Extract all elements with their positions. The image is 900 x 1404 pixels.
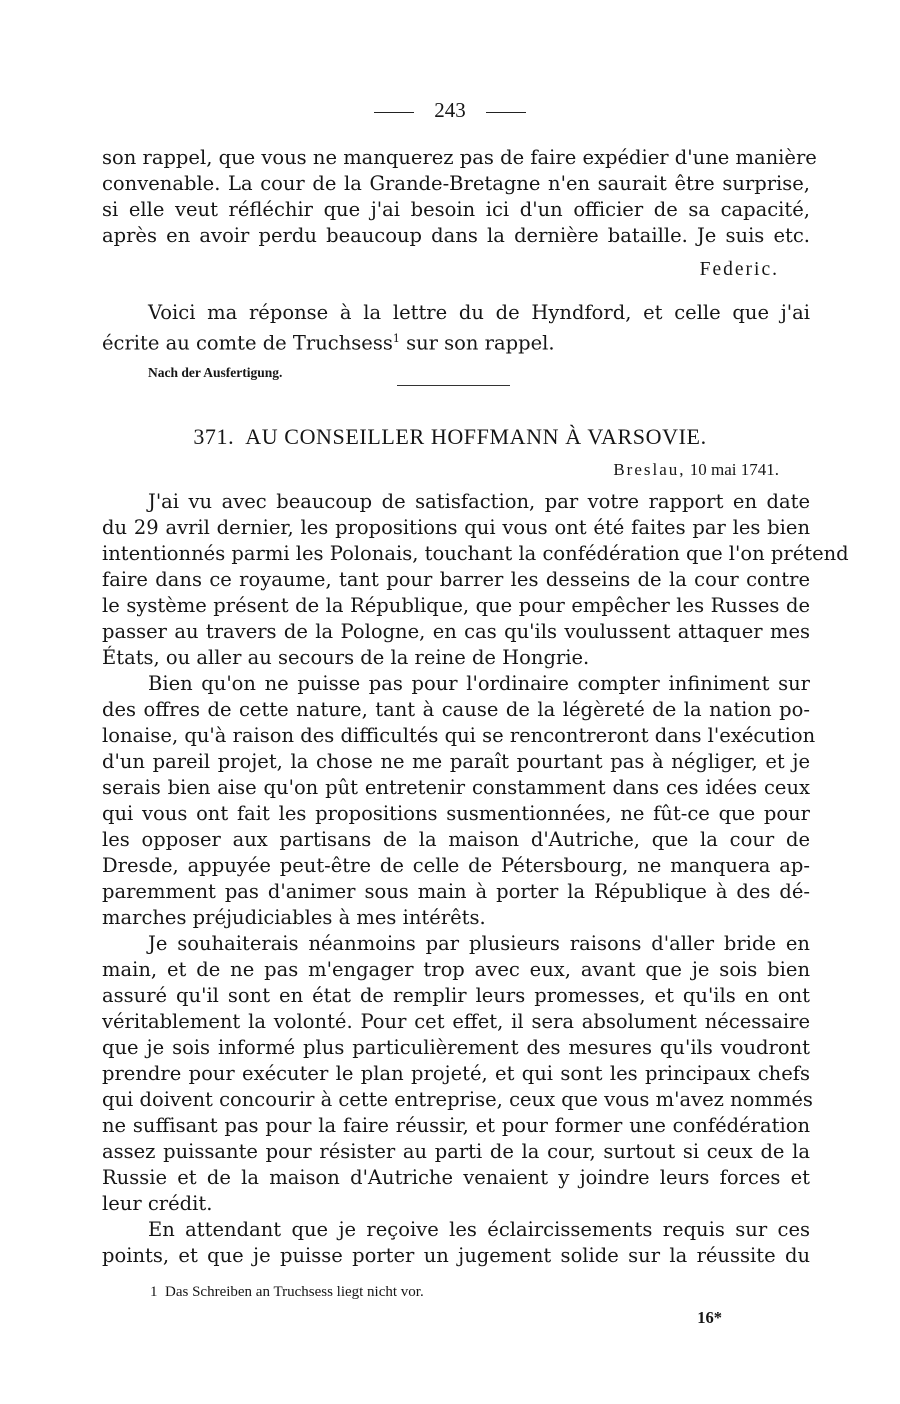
body-line: que je sois informé plus particulièrement des mesures qu'ils voudront bbox=[102, 1036, 810, 1059]
body-line: leur crédit. bbox=[102, 1192, 213, 1215]
body-line: États, ou aller au secours de la reine de Hongrie. bbox=[102, 646, 590, 669]
text-line: convenable. La cour de la Grande-Bretagne n'en saurait être surprise, bbox=[102, 172, 810, 195]
body-line: assuré qu'il sont en état de remplir leurs promesses, et qu'ils en ont bbox=[102, 984, 810, 1007]
body-line: passer au travers de la Pologne, en cas qu'ils voulussent attaquer mes bbox=[102, 620, 810, 643]
text-line bbox=[102, 326, 810, 355]
postscript-text: écrite au comte de Truchsess bbox=[102, 331, 393, 355]
body-line: les opposer aux partisans de la maison d'Autriche, que la cour de bbox=[102, 828, 810, 851]
text-line: si elle veut réfléchir que j'ai besoin ici d'un officier de sa capacité, bbox=[102, 198, 810, 221]
body-line: le système présent de la République, que pour empêcher les Russes de bbox=[102, 594, 810, 617]
footnote-number: 1 bbox=[150, 1284, 158, 1300]
header-dash-right bbox=[486, 112, 526, 113]
body-line: main, et de ne pas m'engager trop avec eux, avant que je sois bien bbox=[102, 958, 810, 981]
body-line: Bien qu'on ne puisse pas pour l'ordinaire compter infiniment sur bbox=[148, 672, 810, 695]
body-line: points, et que je puisse porter un jugement solide sur la réussite du bbox=[102, 1244, 810, 1267]
body-line: Russie et de la maison d'Autriche venaient y joindre leurs forces et bbox=[102, 1166, 810, 1189]
footnote-text: Das Schreiben an Truchsess liegt nicht vor. bbox=[165, 1284, 424, 1300]
body-line: des offres de cette nature, tant à cause de la légèreté de la nation po- bbox=[102, 698, 810, 721]
letter-end-text bbox=[102, 145, 817, 249]
body-line: J'ai vu avec beaucoup de satisfaction, par votre rapport en date bbox=[148, 490, 810, 513]
page-number: 243 bbox=[434, 98, 466, 122]
dateline-date: 10 mai 1741. bbox=[689, 460, 779, 479]
document-heading: AU CONSEILLER HOFFMANN À VARSOVIE. bbox=[245, 424, 707, 449]
letter-body bbox=[102, 489, 849, 1269]
body-line: serais bien aise qu'on pût entretenir constamment dans ces idées ceux bbox=[102, 776, 810, 799]
body-line: faire dans ce royaume, tant pour barrer les desseins de la cour contre bbox=[102, 568, 810, 591]
text-line: après en avoir perdu beaucoup dans la dernière bataille. Je suis etc. bbox=[102, 224, 810, 247]
dateline bbox=[613, 460, 779, 480]
body-line: ne suffisant pas pour la faire réussir, et pour former une confédération bbox=[102, 1114, 810, 1137]
text-line: son rappel, que vous ne manquerez pas de faire expédier d'une manière bbox=[102, 146, 817, 169]
body-line: d'un pareil projet, la chose ne me paraît pourtant pas à négliger, et je bbox=[102, 750, 810, 773]
postscript bbox=[102, 300, 810, 355]
dateline-place: Breslau, bbox=[613, 460, 686, 479]
sheet-signature: 16* bbox=[697, 1308, 722, 1327]
running-header bbox=[0, 98, 900, 123]
body-line: du 29 avril dernier, les propositions qui vous ont été faites par les bien bbox=[102, 516, 810, 539]
body-line: paremment pas d'animer sous main à porter la République à des dé- bbox=[102, 880, 810, 903]
body-line: Je souhaiterais néanmoins par plusieurs raisons d'aller bride en bbox=[148, 932, 810, 955]
body-line: véritablement la volonté. Pour cet effet, il sera absolument nécessaire bbox=[102, 1010, 810, 1033]
text-line: Voici ma réponse à la lettre du de Hyndford, et celle que j'ai bbox=[148, 301, 810, 324]
body-line: intentionnés parmi les Polonais, touchant la confédération que l'on prétend bbox=[102, 542, 849, 565]
footnote bbox=[150, 1284, 424, 1301]
section-divider bbox=[397, 385, 510, 386]
body-line: assez puissante pour résister au parti de la cour, surtout si ceux de la bbox=[102, 1140, 810, 1163]
document-title bbox=[0, 424, 900, 450]
footnote-marker: 1 bbox=[392, 332, 400, 345]
source-note: Nach der Ausfertigung. bbox=[148, 365, 283, 380]
body-line: qui vous ont fait les propositions susmentionnées, ne fût-ce que pour bbox=[102, 802, 810, 825]
document-number: 371. bbox=[193, 424, 235, 449]
signature: Federic. bbox=[699, 259, 779, 280]
body-line: Dresde, appuyée peut-être de celle de Pétersbourg, ne manquera ap- bbox=[102, 854, 810, 877]
header-dash-left bbox=[374, 112, 414, 113]
body-line: prendre pour exécuter le plan projeté, et qui sont les principaux chefs bbox=[102, 1062, 810, 1085]
body-line: qui doivent concourir à cette entreprise, ceux que vous m'avez nommés bbox=[102, 1088, 813, 1111]
body-line: En attendant que je reçoive les éclaircissements requis sur ces bbox=[148, 1218, 810, 1241]
body-line: lonaise, qu'à raison des difficultés qui se rencontreront dans l'exécution bbox=[102, 724, 816, 747]
body-line: marches préjudiciables à mes intérêts. bbox=[102, 906, 486, 929]
postscript-text: sur son rappel. bbox=[406, 331, 555, 355]
